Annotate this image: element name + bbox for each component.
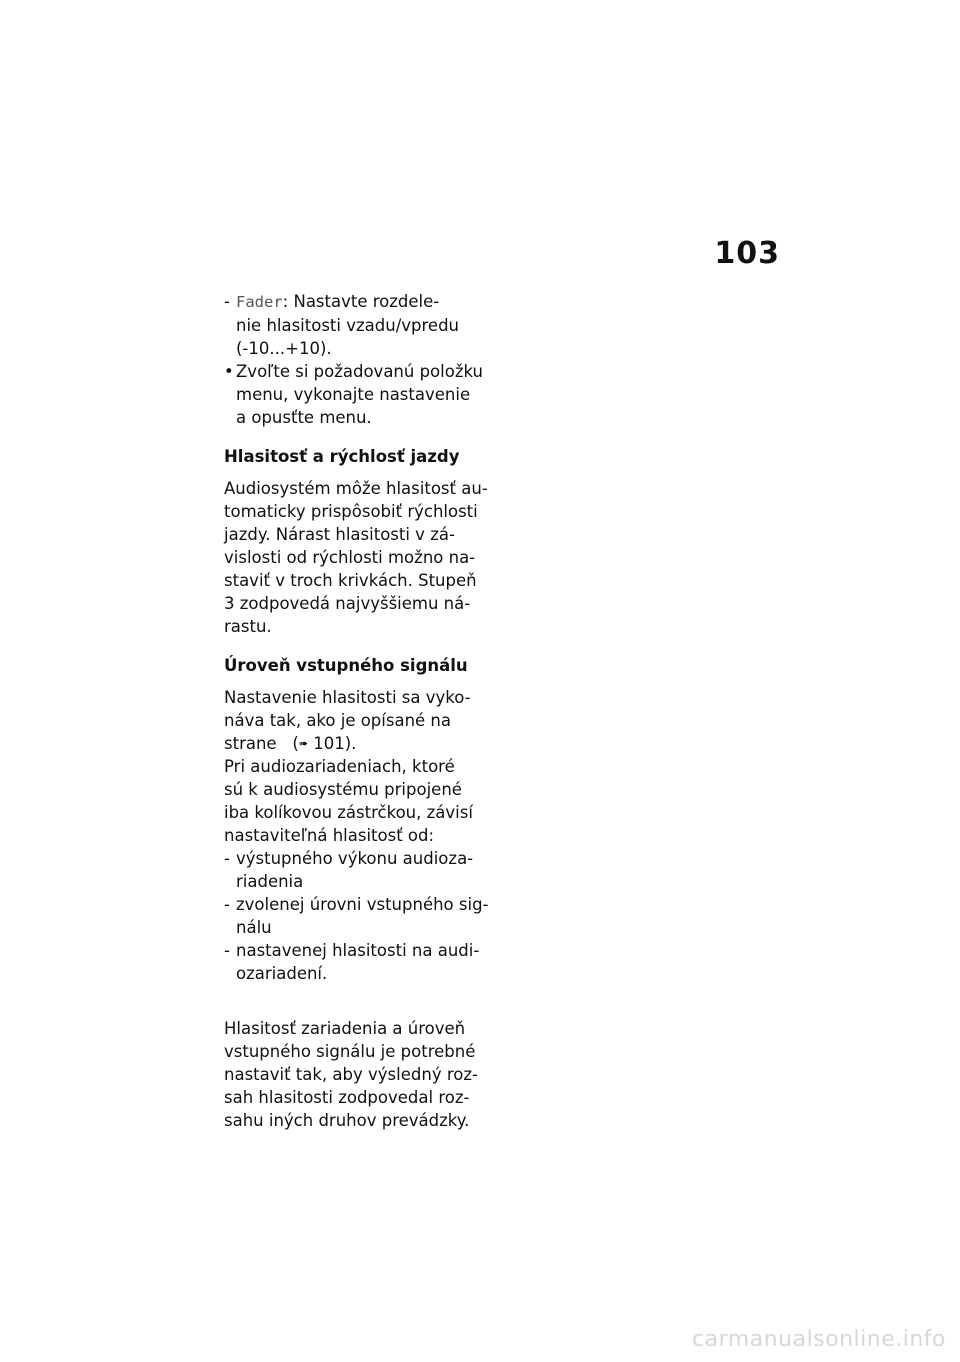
paragraph-line: Pri audiozariadeniach, ktoré — [224, 757, 455, 776]
dash-marker: - — [224, 895, 230, 914]
fader-text-line: : Nastavte rozdele- — [282, 292, 440, 311]
paragraph-line: 3 zodpovedá najvyššiemu ná- — [224, 594, 471, 613]
paragraph-line: nastaviteľná hlasitosť od: — [224, 826, 435, 845]
paragraph-line: jazdy. Nárast hlasitosti v zá- — [224, 525, 455, 544]
fader-text-line: (-10...+10). — [236, 339, 332, 358]
paragraph-line: rastu. — [224, 617, 272, 636]
closing-paragraph — [224, 1017, 504, 1132]
text-column — [224, 290, 504, 1132]
instruction-bullet — [224, 360, 504, 429]
list-item-text: zvolenej úrovni vstupného sig- — [236, 895, 489, 914]
fader-term: Fader — [236, 293, 283, 311]
dash-marker: - — [224, 849, 230, 868]
list-item-text: výstupného výkonu audioza- — [236, 849, 474, 868]
page-number: 103 — [714, 236, 780, 271]
bullet-marker: • — [224, 362, 234, 381]
section-speed-body — [224, 477, 504, 638]
page-reference-line: strane (➠ 101). — [224, 734, 357, 753]
list-item-text: ozariadení. — [236, 964, 328, 983]
dash-list-item — [224, 893, 504, 939]
list-item-text: nastavenej hlasitosti na audi- — [236, 941, 480, 960]
paragraph-line: sahu iných druhov prevádzky. — [224, 1111, 470, 1130]
paragraph-line: sah hlasitosti zodpovedal roz- — [224, 1088, 470, 1107]
paragraph-line: Hlasitosť zariadenia a úroveň — [224, 1019, 466, 1038]
bullet-text-line: menu, vykonajte nastavenie — [236, 385, 471, 404]
paragraph-line: Nastavenie hlasitosti sa vyko- — [224, 688, 471, 707]
paragraph-line: vstupného signálu je potrebné — [224, 1042, 476, 1061]
bullet-text-line: Zvoľte si požadovanú položku — [236, 362, 484, 381]
ref-page-number[interactable]: 101). — [313, 734, 357, 753]
dash-marker: - — [224, 941, 230, 960]
section-heading-input: Úroveň vstupného signálu — [224, 656, 468, 675]
paragraph-line: sú k audiosystému pripojené — [224, 780, 462, 799]
section-input-body — [224, 686, 504, 985]
dash-list-item — [224, 939, 504, 985]
dash-marker: - — [224, 292, 230, 311]
reference-arrow-icon: ➠ — [298, 737, 308, 750]
paragraph-line: iba kolíkovou zástrčkou, závisí — [224, 803, 473, 822]
fader-item — [224, 290, 504, 360]
section-heading-speed: Hlasitosť a rýchlosť jazdy — [224, 447, 460, 466]
dash-list-item — [224, 847, 504, 893]
paragraph-line: tomaticky prispôsobiť rýchlosti — [224, 502, 478, 521]
paragraph-line: vislosti od rýchlosti možno na- — [224, 548, 476, 567]
list-item-text: riadenia — [236, 872, 304, 891]
watermark: carmanualsonline.info — [692, 1327, 946, 1352]
paragraph-line: nastaviť tak, aby výsledný roz- — [224, 1065, 478, 1084]
fader-text-line: nie hlasitosti vzadu/vpredu — [236, 316, 459, 335]
paragraph-line: náva tak, ako je opísané na — [224, 711, 451, 730]
paragraph-line: staviť v troch krivkách. Stupeň — [224, 571, 477, 590]
list-item-text: nálu — [236, 918, 272, 937]
ref-prefix: strane — [224, 734, 277, 753]
bullet-text-line: a opusťte menu. — [236, 408, 372, 427]
paragraph-line: Audiosystém môže hlasitosť au- — [224, 479, 488, 498]
